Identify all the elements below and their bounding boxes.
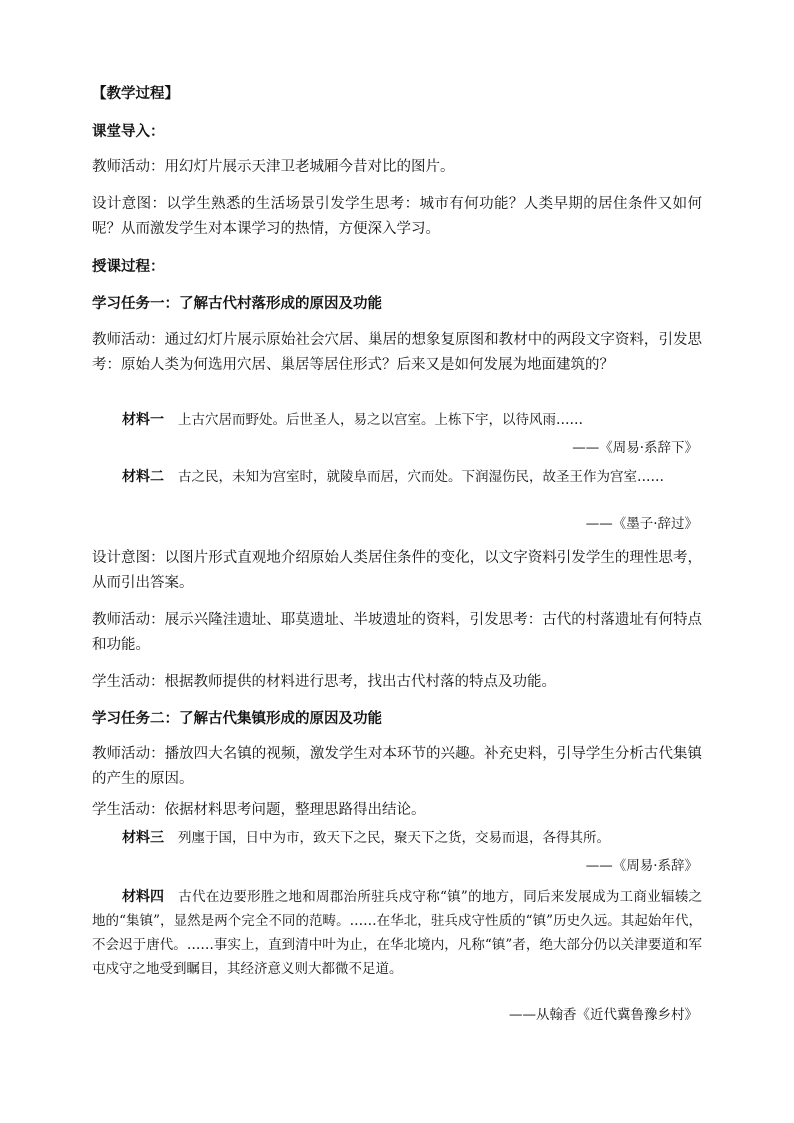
task2-student-activity: 学生活动：依据材料思考问题，整理思路得出结论。	[92, 802, 426, 818]
material-2-label: 材料二	[122, 469, 164, 485]
material-4-label: 材料四	[122, 889, 164, 905]
material-1-text: 上古穴居而野处。后世圣人，易之以宫室。上栋下宇，以待风雨……	[178, 412, 583, 428]
material-3-text: 列廛于国，日中为市，致天下之民，聚天下之货，交易而退，各得其所。	[178, 830, 610, 846]
material-4-source: ——从翰香《近代冀鲁豫乡村》	[509, 1007, 698, 1023]
task2-heading: 学习任务二：了解古代集镇形成的原因及功能	[92, 711, 382, 727]
section-title: 【教学过程】	[92, 86, 179, 102]
task1-student-activity: 学生活动：根据教师提供的材料进行思考，找出古代村落的特点及功能。	[92, 674, 556, 690]
lecture-heading: 授课过程：	[92, 259, 165, 275]
task1-teacher-activity-2: 教师活动：展示兴隆洼遗址、耶莫遗址、半坡遗址的资料，引发思考：古代的村落遗址有何特点和功能。	[92, 612, 702, 653]
material-2-source: ——《墨子·辞过》	[585, 516, 698, 532]
intro-design-intent: 设计意图：以学生熟悉的生活场景引发学生思考：城市有何功能？人类早期的居住条件又如何呢？从而激发学生对本课学习的热情，方便深入学习。	[92, 196, 702, 237]
task1-design-intent: 设计意图：以图片形式直观地介绍原始人类居住条件的变化，以文字资料引发学生的理性思考，从而引出答案。	[92, 550, 702, 591]
intro-heading: 课堂导入：	[92, 124, 165, 140]
material-2-text: 古之民，未知为宫室时，就陵阜而居，穴而处。下润湿伤民，故圣王作为宫室……	[178, 469, 664, 485]
material-4	[92, 885, 702, 981]
task1-teacher-activity: 教师活动：通过幻灯片展示原始社会穴居、巢居的想象复原图和教材中的两段文字资料，引发思考：原始人类为何选用穴居、巢居等居住形式？后来又是如何发展为地面建筑的？	[92, 332, 702, 373]
material-2	[92, 465, 702, 489]
task1-heading: 学习任务一：了解古代村落形成的原因及功能	[92, 296, 382, 312]
material-4-text: 古代在边要形胜之地和周郡治所驻兵戍守称“镇”的地方，同后来发展成为工商业辐辏之地的“集镇”，显然是两个完全不同的范畴。……在华北，驻兵戍守性质的“镇”历史久远。其起始年代，不会迟于唐代。……事实上，直到清中叶为止，在华北境内，凡称“镇”者，绝大部分仍以关津要道和军屯戍守之地受到瞩目，其经济意义则大都微不足道。	[92, 889, 702, 977]
intro-teacher-activity: 教师活动：用幻灯片展示天津卫老城厢今昔对比的图片。	[92, 159, 455, 175]
material-3	[92, 826, 702, 850]
material-1	[92, 408, 702, 432]
material-1-label: 材料一	[122, 412, 164, 428]
material-3-source: ——《周易·系辞》	[585, 858, 698, 874]
material-3-label: 材料三	[122, 830, 164, 846]
task2-teacher-activity: 教师活动：播放四大名镇的视频，激发学生对本环节的兴趣。补充史料，引导学生分析古代集镇的产生的原因。	[92, 746, 702, 787]
material-1-source: ——《周易·系辞下》	[572, 440, 698, 456]
